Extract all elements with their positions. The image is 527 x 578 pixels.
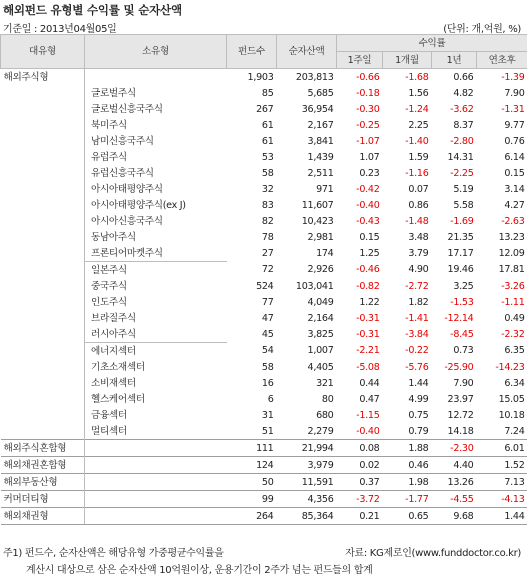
return-1month-cell: -1.77 [383,491,432,508]
table-row [1,278,527,294]
return-1year-cell: 23.97 [447,393,474,405]
table-row [1,423,527,440]
return-1month-cell: 0.07 [408,183,429,195]
return-1week-cell: 1.25 [359,247,380,259]
return-1year-cell: 4.40 [432,457,477,474]
return-1week-cell: 0.15 [359,231,380,243]
major-type-cell [1,149,85,165]
return-1week-cell: 0.21 [337,508,383,525]
return-1year-cell: 21.35 [447,231,474,243]
return-ytd-cell: -1.11 [501,296,525,308]
return-1week-cell: -0.40 [356,199,380,211]
return-1week-cell: -0.42 [356,183,380,195]
return-1month-cell: 0.86 [408,199,429,211]
return-1year-cell: 14.18 [447,425,474,437]
table-row [1,133,527,149]
return-ytd-cell: 6.34 [504,377,525,389]
return-1year-cell: 0.66 [432,69,477,86]
fund-count-cell: 83 [261,199,274,211]
return-1month-cell: 1.88 [383,440,432,457]
return-ytd-cell: 7.24 [504,425,525,437]
table-row [1,245,527,262]
table-body [1,69,527,525]
major-type-cell [1,165,85,181]
return-ytd-cell: 7.13 [477,474,527,491]
table-row [1,359,527,375]
fund-count-cell: 524 [256,280,274,292]
major-type-cell [1,343,85,360]
header-1year: 1년 [432,52,477,69]
minor-type-cell: 유럽주식 [85,149,227,165]
net-assets-cell: 203,813 [277,69,337,86]
major-type-cell: 해외채권형 [1,508,85,525]
return-1month-cell: -3.84 [405,328,429,340]
footnote-1: 주1) 펀드수, 순자산액은 해당유형 가중평균수익률을 [3,548,224,559]
major-type-cell [1,278,85,294]
table-row [1,457,527,474]
minor-type-cell: 글로벌신흥국주식 [85,101,227,117]
minor-type-cell: 중국주식 [85,278,227,294]
return-1week-cell: 1.22 [359,296,380,308]
return-1month-cell: 1.44 [408,377,429,389]
fund-count-cell: 1,903 [227,69,277,86]
fund-count-cell: 111 [227,440,277,457]
return-ytd-cell: 0.15 [504,167,525,179]
net-assets-cell: 11,591 [277,474,337,491]
table-row [1,181,527,197]
return-1week-cell: -0.25 [356,119,380,131]
header-fund-count: 펀드수 [227,35,277,69]
return-1month-cell: 1.98 [383,474,432,491]
return-1week-cell: 1.07 [359,151,380,163]
minor-type-cell: 소비재섹터 [85,375,227,391]
return-1week-cell: 0.47 [359,393,380,405]
return-ytd-cell: 1.44 [477,508,527,525]
return-1month-cell: -5.76 [405,361,429,373]
table-row [1,310,527,326]
fund-count-cell: 72 [261,264,274,276]
net-assets-cell: 80 [321,393,334,405]
fund-count-cell: 77 [261,296,274,308]
fund-count-cell: 264 [227,508,277,525]
return-ytd-cell: 6.35 [504,345,525,357]
fund-count-cell: 27 [261,247,274,259]
minor-type-cell: 프론티어마켓주식 [85,245,227,262]
return-1month-cell: -1.41 [405,312,429,324]
return-ytd-cell: 15.05 [498,393,525,405]
return-1year-cell: -12.14 [444,312,474,324]
major-type-cell [1,197,85,213]
minor-type-cell: 남미신흥국주식 [85,133,227,149]
table-row [1,407,527,423]
major-type-cell [1,117,85,133]
net-assets-cell: 2,164 [307,312,334,324]
return-ytd-cell: -3.26 [501,280,525,292]
table-row [1,101,527,117]
return-1week-cell: -1.07 [356,135,380,147]
major-type-cell [1,391,85,407]
net-assets-cell: 4,356 [277,491,337,508]
return-1year-cell: -8.45 [450,328,474,340]
return-ytd-cell: 6.01 [477,440,527,457]
table-header [1,35,527,69]
table-row [1,117,527,133]
return-1month-cell: -0.22 [405,345,429,357]
return-1week-cell: -3.72 [337,491,383,508]
return-1month-cell: 2.25 [408,119,429,131]
return-1week-cell: -0.30 [356,103,380,115]
minor-type-cell: 금융섹터 [85,407,227,423]
table-row [1,197,527,213]
return-ytd-cell: 1.52 [477,457,527,474]
net-assets-cell: 3,979 [277,457,337,474]
return-1year-cell: 19.46 [447,264,474,276]
return-1year-cell: 12.72 [447,409,474,421]
net-assets-cell: 36,954 [301,103,334,115]
major-type-cell [1,85,85,101]
major-type-cell [1,101,85,117]
minor-type-cell [85,69,227,86]
major-type-cell [1,229,85,245]
minor-type-cell: 헬스케어섹터 [85,391,227,407]
major-type-cell [1,375,85,391]
net-assets-cell: 1,439 [307,151,334,163]
minor-type-cell: 아시아태평양주식(ex J) [85,197,227,213]
major-type-cell: 해외채권혼합형 [1,457,85,474]
return-1year-cell: -1.53 [450,296,474,308]
table-row [1,440,527,457]
header-ytd: 연초후 [477,52,527,69]
header-1week: 1주일 [337,52,383,69]
return-1month-cell: -1.24 [405,103,429,115]
return-1year-cell: 7.90 [453,377,474,389]
major-type-cell [1,326,85,343]
major-type-cell [1,181,85,197]
fund-count-cell: 61 [261,119,274,131]
return-1week-cell: 0.08 [337,440,383,457]
return-1year-cell: -2.80 [450,135,474,147]
return-1year-cell: 9.68 [432,508,477,525]
return-ytd-cell: 4.27 [504,199,525,211]
fund-count-cell: 85 [261,87,274,99]
major-type-cell [1,423,85,440]
minor-type-cell: 유럽신흥국주식 [85,165,227,181]
net-assets-cell: 971 [316,183,334,195]
return-1year-cell: -1.69 [450,215,474,227]
return-1week-cell: -0.31 [356,328,380,340]
return-1month-cell: 1.56 [408,87,429,99]
net-assets-cell: 2,926 [307,264,334,276]
table-row [1,391,527,407]
minor-type-cell [85,457,227,474]
return-ytd-cell: -14.23 [495,361,525,373]
net-assets-cell: 3,841 [307,135,334,147]
net-assets-cell: 2,981 [307,231,334,243]
net-assets-cell: 103,041 [295,280,334,292]
return-ytd-cell: -1.31 [501,103,525,115]
table-row [1,69,527,86]
return-ytd-cell: 9.77 [504,119,525,131]
return-1month-cell: 3.79 [408,247,429,259]
return-1month-cell: -1.40 [405,135,429,147]
net-assets-cell: 11,607 [301,199,334,211]
return-1week-cell: 0.23 [359,167,380,179]
fund-count-cell: 32 [261,183,274,195]
return-1month-cell: 1.82 [408,296,429,308]
net-assets-cell: 85,364 [277,508,337,525]
return-ytd-cell: 7.90 [504,87,525,99]
minor-type-cell: 에너지섹터 [85,343,227,360]
net-assets-cell: 21,994 [277,440,337,457]
fund-count-cell: 58 [261,167,274,179]
return-1year-cell: 8.37 [453,119,474,131]
page-title: 해외펀드 유형별 수익률 및 순자산액 [3,3,182,17]
footnote-2: 계산시 대상으로 삼은 순자산액 10억원이상, 운용기간이 2주가 넘는 펀드들의 합계 [26,565,373,576]
minor-type-cell [85,440,227,457]
return-1week-cell: -1.15 [356,409,380,421]
table-row [1,294,527,310]
return-ytd-cell: 6.14 [504,151,525,163]
return-1year-cell: -4.55 [432,491,477,508]
return-1year-cell: 13.26 [432,474,477,491]
return-1month-cell: 0.65 [383,508,432,525]
return-1week-cell: -5.08 [356,361,380,373]
minor-type-cell: 북미주식 [85,117,227,133]
fund-count-cell: 45 [261,328,274,340]
return-1year-cell: 17.17 [447,247,474,259]
fund-count-cell: 99 [227,491,277,508]
minor-type-cell [85,508,227,525]
return-ytd-cell: -1.39 [477,69,527,86]
return-ytd-cell: 17.81 [498,264,525,276]
return-1month-cell: -1.68 [383,69,432,86]
return-1month-cell: 1.59 [408,151,429,163]
return-ytd-cell: -2.32 [501,328,525,340]
fund-count-cell: 16 [261,377,274,389]
return-1month-cell: 4.90 [408,264,429,276]
net-assets-cell: 4,049 [307,296,334,308]
major-type-cell: 해외부동산형 [1,474,85,491]
table-row [1,165,527,181]
major-type-cell [1,407,85,423]
return-ytd-cell: 0.49 [504,312,525,324]
return-1year-cell: 5.58 [453,199,474,211]
return-1month-cell: 0.46 [383,457,432,474]
table-row [1,375,527,391]
net-assets-cell: 2,167 [307,119,334,131]
return-1year-cell: 0.73 [453,345,474,357]
return-1week-cell: -0.18 [356,87,380,99]
return-1month-cell: -2.72 [405,280,429,292]
return-1month-cell: -1.48 [405,215,429,227]
return-1week-cell: 0.37 [337,474,383,491]
source-note: 자료: KG제로인(www.funddoctor.co.kr) [345,548,521,559]
table-row [1,491,527,508]
table-row [1,262,527,279]
minor-type-cell: 일본주식 [85,262,227,279]
minor-type-cell [85,474,227,491]
return-1year-cell: -25.90 [444,361,474,373]
return-1month-cell: 4.99 [408,393,429,405]
minor-type-cell: 러시아주식 [85,326,227,343]
major-type-cell [1,294,85,310]
return-ytd-cell: 0.76 [504,135,525,147]
net-assets-cell: 4,405 [307,361,334,373]
return-ytd-cell: 12.09 [498,247,525,259]
base-date: 기준일 : 2013년04월05일 [3,24,117,35]
fund-count-cell: 53 [261,151,274,163]
table-row [1,229,527,245]
return-1month-cell: 0.79 [408,425,429,437]
major-type-cell [1,310,85,326]
return-ytd-cell: 3.14 [504,183,525,195]
major-type-cell [1,359,85,375]
return-ytd-cell: -2.63 [501,215,525,227]
return-1week-cell: 0.02 [337,457,383,474]
return-1year-cell: -2.30 [432,440,477,457]
table-row [1,326,527,343]
unit-label: (단위: 개,억원, %) [443,24,521,35]
fund-count-cell: 78 [261,231,274,243]
table-row [1,343,527,360]
return-1month-cell: 3.48 [408,231,429,243]
return-1week-cell: -2.21 [356,345,380,357]
fund-count-cell: 54 [261,345,274,357]
header-net-assets: 순자산액 [277,35,337,69]
fund-count-cell: 50 [227,474,277,491]
return-1year-cell: -3.62 [450,103,474,115]
minor-type-cell: 아시아신흥국주식 [85,213,227,229]
return-1year-cell: 3.25 [453,280,474,292]
return-ytd-cell: -4.13 [477,491,527,508]
return-1week-cell: -0.31 [356,312,380,324]
major-type-cell [1,213,85,229]
header-returns: 수익률 [337,35,527,52]
major-type-cell [1,133,85,149]
net-assets-cell: 10,423 [301,215,334,227]
return-ytd-cell: 10.18 [498,409,525,421]
return-1week-cell: -0.82 [356,280,380,292]
fund-returns-table [0,34,527,525]
minor-type-cell: 아시아태평양주식 [85,181,227,197]
net-assets-cell: 2,511 [307,167,334,179]
fund-count-cell: 31 [261,409,274,421]
table-row [1,508,527,525]
major-type-cell [1,245,85,262]
major-type-cell: 해외주식형 [1,69,85,86]
fund-count-cell: 267 [256,103,274,115]
net-assets-cell: 680 [316,409,334,421]
return-1week-cell: -0.46 [356,264,380,276]
header-major-type: 대유형 [1,35,85,69]
return-1month-cell: -1.16 [405,167,429,179]
return-1year-cell: 5.19 [453,183,474,195]
net-assets-cell: 321 [316,377,334,389]
fund-count-cell: 6 [267,393,274,405]
return-1year-cell: 14.31 [447,151,474,163]
fund-count-cell: 47 [261,312,274,324]
major-type-cell: 커머더티형 [1,491,85,508]
minor-type-cell: 인도주식 [85,294,227,310]
net-assets-cell: 2,279 [307,425,334,437]
fund-count-cell: 51 [261,425,274,437]
return-1week-cell: 0.44 [359,377,380,389]
net-assets-cell: 174 [316,247,334,259]
return-1week-cell: -0.40 [356,425,380,437]
header-minor-type: 소유형 [85,35,227,69]
return-1year-cell: -2.25 [450,167,474,179]
minor-type-cell: 글로벌주식 [85,85,227,101]
table-row [1,213,527,229]
net-assets-cell: 5,685 [307,87,334,99]
minor-type-cell [85,491,227,508]
return-1week-cell: -0.66 [337,69,383,86]
table-row [1,149,527,165]
minor-type-cell: 멀티섹터 [85,423,227,440]
header-1month: 1개월 [383,52,432,69]
net-assets-cell: 1,007 [307,345,334,357]
major-type-cell [1,262,85,279]
net-assets-cell: 3,825 [307,328,334,340]
return-1year-cell: 4.82 [453,87,474,99]
table-row [1,85,527,101]
table-row [1,474,527,491]
minor-type-cell: 동남아주식 [85,229,227,245]
return-1week-cell: -0.43 [356,215,380,227]
fund-count-cell: 58 [261,361,274,373]
major-type-cell: 해외주식혼합형 [1,440,85,457]
fund-count-cell: 82 [261,215,274,227]
return-ytd-cell: 13.23 [498,231,525,243]
fund-count-cell: 61 [261,135,274,147]
fund-count-cell: 124 [227,457,277,474]
return-1month-cell: 0.75 [408,409,429,421]
minor-type-cell: 브라질주식 [85,310,227,326]
minor-type-cell: 기초소재섹터 [85,359,227,375]
